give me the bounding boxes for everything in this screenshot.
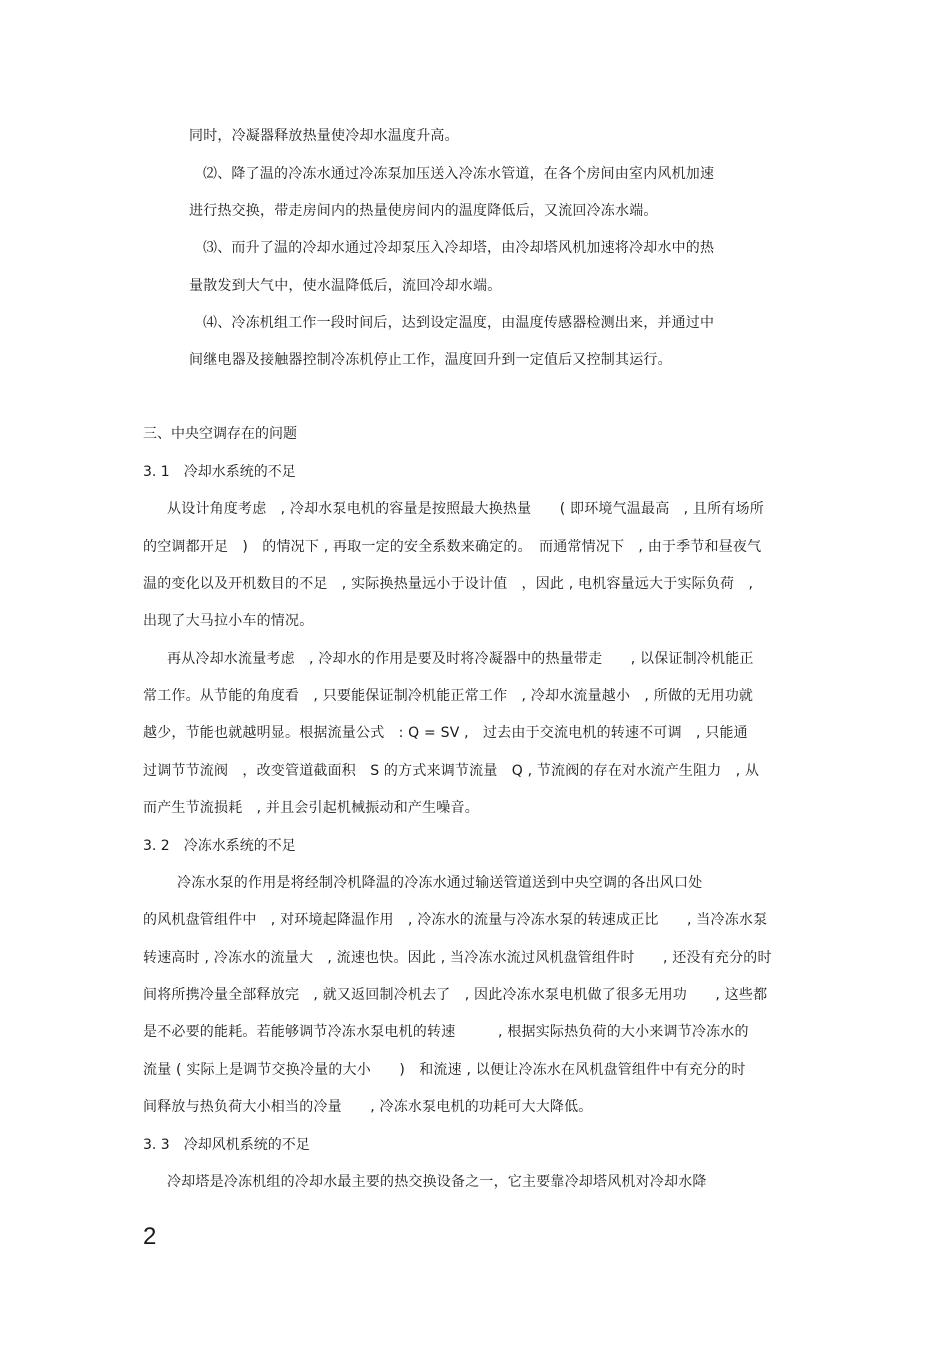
section-title: 三、中央空调存在的问题 xyxy=(143,426,297,442)
subsection-heading: 3. 2 冷冻水系统的不足 xyxy=(143,838,296,854)
subsection-heading: 3. 3 冷却风机系统的不足 xyxy=(143,1137,310,1153)
paragraph-line: 转速高时 , 冷冻水的流量大 , 流速也快。因此 , 当冷冻水流过风机盘管组件时 , 还没有充分的时 xyxy=(143,950,772,966)
paragraph-line: 而产生节流损耗 , 并且会引起机械振动和产生噪音。 xyxy=(143,800,479,816)
paragraph-line: 冷冻水泵的作用是将经制冷机降温的冷冻水通过输送管道送到中央空调的各出风口处 xyxy=(177,875,703,891)
paragraph-line: 冷却塔是冷冻机组的冷却水最主要的热交换设备之一，它主要靠冷却塔风机对冷却水降 xyxy=(167,1174,707,1190)
subsection-heading: 3. 1 冷却水系统的不足 xyxy=(143,464,296,480)
paragraph-line: 再从冷却水流量考虑 , 冷却水的作用是要及时将冷凝器中的热量带走 , 以保证制冷机能正 xyxy=(167,651,754,667)
paragraph-line: 进行热交换，带走房间内的热量使房间内的温度降低后，又流回冷冻水端。 xyxy=(189,203,658,219)
paragraph-line: 温的变化以及开机数目的不足 , 实际换热量远小于设计值 ，因此 , 电机容量远大于实际负荷 , xyxy=(143,576,754,592)
paragraph-line: 间将所携冷量全部释放完 , 就又返回制冷机去了 , 因此冷冻水泵电机做了很多无用功 , 这些都 xyxy=(143,987,768,1003)
paragraph-line: ⑵、降了温的冷冻水通过冷冻泵加压送入冷冻水管道，在各个房间由室内风机加速 xyxy=(203,166,715,182)
paragraph-line: 从设计角度考虑 , 冷却水泵电机的容量是按照最大换热量 ( 即环境气温最高 , 且所有场所 xyxy=(167,501,764,517)
paragraph-line: 的空调都开足 ) 的情况下 , 再取一定的安全系数来确定的。 而通常情况下 , 由于季节和昼夜气 xyxy=(143,539,762,555)
page-number: 2 xyxy=(143,1223,157,1250)
paragraph-line: 出现了大马拉小车的情况。 xyxy=(143,613,314,629)
paragraph-line: 量散发到大气中，使水温降低后，流回冷却水端。 xyxy=(189,278,502,294)
paragraph-line: 同时，冷凝器释放热量使冷却水温度升高。 xyxy=(189,128,459,144)
paragraph-line: 常工作。从节能的角度看 , 只要能保证制冷机能正常工作 , 冷却水流量越小 , 所做的无用功就 xyxy=(143,688,754,704)
paragraph-line: 流量 ( 实际上是调节交换冷量的大小 ) 和流速 , 以便让冷冻水在风机盘管组件中有充分的时 xyxy=(143,1062,746,1078)
paragraph-line: 是不必要的能耗。若能够调节冷冻水泵电机的转速 , 根据实际热负荷的大小来调节冷冻水的 xyxy=(143,1024,749,1040)
paragraph-line: ⑷、冷冻机组工作一段时间后，达到设定温度，由温度传感器检测出来，并通过中 xyxy=(203,315,715,331)
paragraph-line: 间继电器及接触器控制冷冻机停止工作，温度回升到一定值后又控制其运行。 xyxy=(189,352,672,368)
paragraph-line: ⑶、而升了温的冷却水通过冷却泵压入冷却塔，由冷却塔风机加速将冷却水中的热 xyxy=(203,240,715,256)
paragraph-line: 的风机盘管组件中 , 对环境起降温作用 , 冷冻水的流量与冷冻水泵的转速成正比 , 当冷冻水泵 xyxy=(143,912,768,928)
paragraph-line: 过调节节流阀 ，改变管道截面积 S 的方式来调节流量 Q , 节流阀的存在对水流产生阻力 , 从 xyxy=(143,763,760,779)
paragraph-line: 间释放与热负荷大小相当的冷量 , 冷冻水泵电机的功耗可大大降低。 xyxy=(143,1099,593,1115)
paragraph-line: 越少，节能也就越明显。根据流量公式 : Q = SV , 过去由于交流电机的转速不可调 , 只能通 xyxy=(143,725,748,741)
